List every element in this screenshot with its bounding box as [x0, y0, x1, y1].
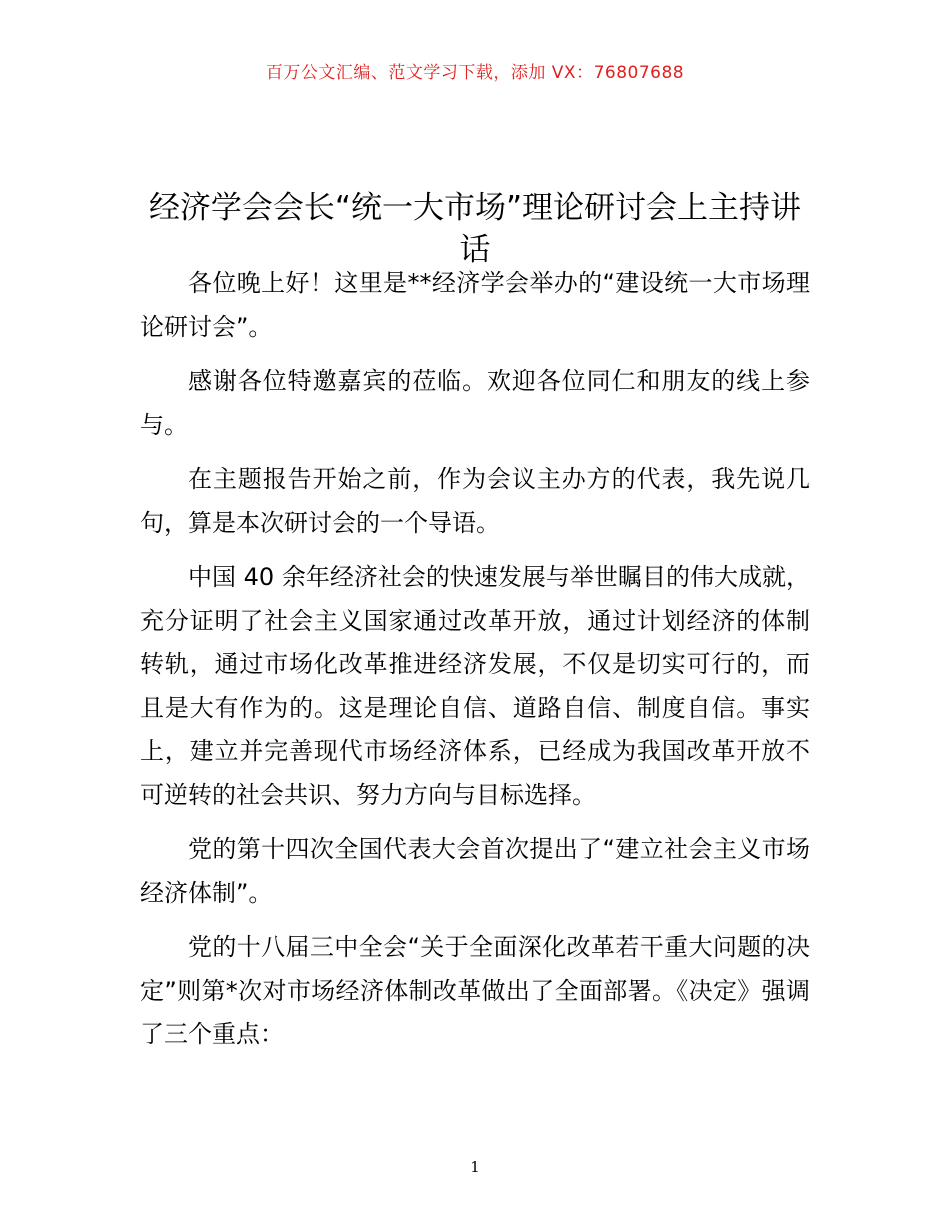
paragraph-intro: 在主题报告开始之前，作为会议主办方的代表，我先说几句，算是本次研讨会的一个导语。	[140, 465, 810, 537]
page-number: 1	[470, 1158, 480, 1176]
paragraph-fourteenth-congress: 党的第十四次全国代表大会首次提出了“建立社会主义市场经济体制”。	[140, 835, 810, 907]
document-title: 经济学会会长“统一大市场”理论研讨会上主持讲话	[148, 189, 802, 268]
paragraph-achievement: 中国 40 余年经济社会的快速发展与举世瞩目的伟大成就，充分证明了社会主义国家通过改革开放，通过计划经济的体制转轨，通过市场化改革推进经济发展，不仅是切实可行的，而且是大有作为的。这是理论自信、道路自信、制度自信。事实上，建立并完善现代市场经济体系，已经成为我国改革开放不可逆转的社会共识、努力方向与目标选择。	[140, 563, 810, 809]
document-body	[140, 262, 810, 1068]
paragraph-third-plenum: 党的十八届三中全会“关于全面深化改革若干重大问题的决定”则第*次对市场经济体制改革做出了全面部署。《决定》强调了三个重点：	[140, 933, 810, 1048]
paragraph-welcome: 感谢各位特邀嘉宾的莅临。欢迎各位同仁和朋友的线上参与。	[140, 367, 810, 439]
paragraph-greeting: 各位晚上好！这里是**经济学会举办的“建设统一大市场理论研讨会”。	[140, 269, 810, 341]
header-banner: 百万公文汇编、范文学习下载，添加 VX：76807688	[265, 63, 685, 83]
